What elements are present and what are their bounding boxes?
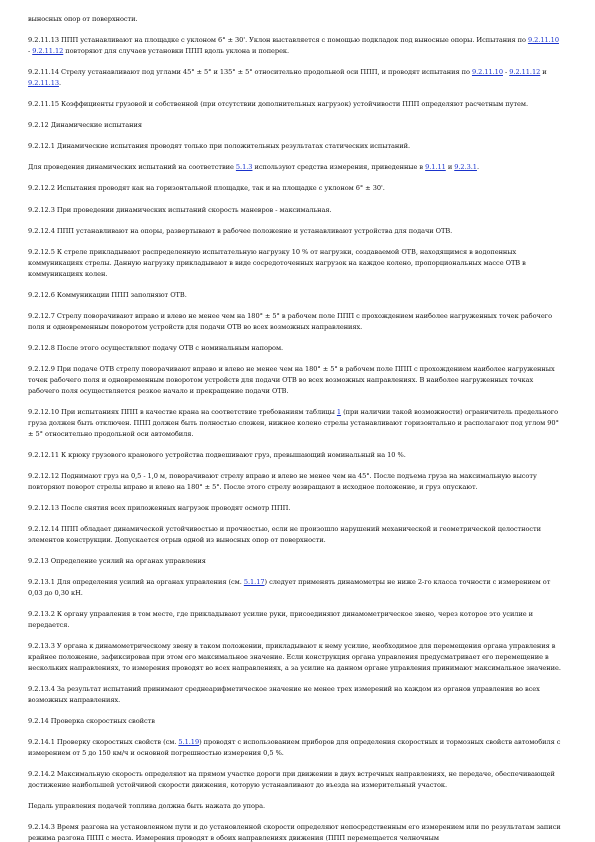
paragraph-text: 9.2.13.1 Для определения усилий на органах управления (см. [28,577,244,586]
paragraph-p-9-2-12-11 [28,450,563,461]
paragraph-p-9-2-12-12 [28,471,563,493]
paragraph-text: 9.2.12 Динамические испытания [28,121,142,130]
paragraph-p-9-2-12-10 [28,407,563,440]
paragraph-text: и [445,163,455,172]
paragraph-text: 9.2.14.1 Проверку скоростных свойств (см. [28,737,179,746]
section-heading-h-9-2-13 [28,556,563,567]
paragraph-text: 9.2.14.3 Время разгона на установленном пути и до установленной скорости определяют непосредственным его измерением или по результатам записи режима разгона ППП с места. Измерения проводят в обоих направлениях движения (ППП перемещается челночным [28,823,561,842]
paragraph-p-9-2-11-13 [28,35,563,57]
paragraph-text: 9.2.13.3 У органа к динамометрическому звену в таком положении, прикладывают к нему усилие, необходимое для перемещения органа управления в крайнее положение, зафиксировав при этом его максимальное значение. Если конструкция органа управления предусматривает его перемещение в нескольких направлениях, то измерения проводят во всех направлениях, а за усилие на данном органе управления принимают максимальное значение. [28,641,561,672]
paragraph-p-9-2-14-3 [28,822,563,842]
paragraph-text: ) следует применять динамометры не ниже 2-го класса точности с измерением от 0,03 до 0,30 кН. [28,577,551,597]
paragraph-text: 9.2.13 Определение усилий на органах управления [28,556,206,565]
paragraph-p-cont-opor [28,14,563,25]
paragraph-text: 9.2.11.14 Стрелу устанавливают под углами 45° ± 5° и 135° ± 5° относительно продольной оси ППП, и проводят испытания по [28,68,472,77]
paragraph-text: выносных опор от поверхности. [28,15,138,23]
paragraph-p-9-2-13-4 [28,684,563,706]
paragraph-p-9-2-12-8 [28,343,563,354]
cross-reference-link[interactable]: 9.2.11.10 [471,68,503,77]
paragraph-text: 9.2.12.1 Динамические испытания проводят только при положительных результатах статических испытаний. [28,142,411,151]
paragraph-text: 9.2.12.5 К стреле прикладывают распределенную испытательную нагрузку 10 % от нагрузки, создаваемой ОТВ, находящимся в водопенных коммуникациях стрелы. Данную нагрузку прикладывают в виде сосредоточенных нагрузок на каждое колено, пропорциональных массе ОТВ в коммуникациях колен. [28,247,526,278]
paragraph-p-9-2-14-1 [28,737,563,759]
paragraph-text: и [540,68,547,77]
section-heading-h-9-2-14 [28,716,563,727]
paragraph-text: 9.2.12.8 После этого осуществляют подачу ОТВ с номинальным напором. [28,343,284,352]
paragraph-text: 9.2.12.7 Стрелу поворачивают вправо и влево не менее чем на 180° ± 5° в рабочем поле ППП с прохождением наиболее нагруженных точек рабочего поля и одновременным поворотом устройств для подачи ОТВ во всех возможных направлениях. [28,311,553,331]
cross-reference-link[interactable]: 5.1.17 [243,577,265,586]
paragraph-text: 9.2.12.10 При испытаниях ППП в качестве крана на соответствие требованиям таблицы [28,407,337,416]
paragraph-p-9-2-12-4 [28,226,563,237]
paragraph-text: . [476,163,479,172]
cross-reference-link[interactable]: 5.1.3 [235,163,253,172]
paragraph-p-9-2-12-7 [28,311,563,333]
paragraph-text: 9.2.12.14 ППП обладает динамической устойчивостью и прочностью, если не произошло нарушений механической и геометрической целостности элементов конструкции. Допускается отрыв одной из выносных опор от поверхности. [28,524,541,544]
paragraph-text: 9.2.12.2 Испытания проводят как на горизонтальной площадке, так и на площадке с уклоном 6° ± 30'. [28,184,385,193]
paragraph-p-9-2-12-1 [28,141,563,152]
paragraph-text: 9.2.14.2 Максимальную скорость определяют на прямом участке дороги при движении в двух встречных направлениях, не передаче, обеспечивающей достижение наибольшей устойчивой скорости движения, которую устанавливают до въезда на измерительный участок. [28,769,555,789]
paragraph-p-9-2-11-15 [28,99,563,110]
paragraph-text: Для проведения динамических испытаний на соответствие [28,163,236,172]
paragraph-text: 9.2.13.2 К органу управления в том месте, где прикладывают усилие руки, присоединяют динамометрическое звено, через которое это усилие и передается. [28,609,534,629]
paragraph-p-9-2-12-1b [28,162,563,173]
paragraph-text: 9.2.12.3 При проведении динамических испытаний скорость маневров - максимальная. [28,205,332,214]
cross-reference-link[interactable]: 9.2.3.1 [454,163,477,172]
cross-reference-link[interactable]: 9.2.11.12 [32,47,64,55]
paragraph-text: - [28,47,33,55]
paragraph-text: 9.2.13.4 За результат испытаний принимают среднеарифметическое значение не менее трех измерений на каждом из органов управления во всех возможных направлениях. [28,684,540,704]
paragraph-text: - [502,68,510,77]
cross-reference-link[interactable]: 1 [336,407,342,416]
paragraph-p-9-2-14-2b [28,801,563,812]
paragraph-p-9-2-12-3 [28,205,563,216]
cross-reference-link[interactable]: 9.2.11.12 [509,68,541,77]
paragraph-p-9-2-12-9 [28,364,563,397]
paragraph-p-9-2-12-5 [28,247,563,280]
paragraph-text: . [59,79,62,87]
paragraph-text: используют средства измерения, приведенные в [252,163,426,172]
paragraph-text: 9.2.12.11 К крюку грузового кранового устройства подвешивают груз, превышающий номинальный на 10 %. [28,450,406,459]
paragraph-text: Педаль управления подачей топлива должна быть нажата до упора. [28,801,266,810]
paragraph-text: 9.2.12.6 Коммуникации ППП заполняют ОТВ. [28,290,187,299]
cross-reference-link[interactable]: 5.1.19 [178,737,200,746]
paragraph-p-9-2-13-3 [28,641,563,674]
paragraph-p-9-2-12-6 [28,290,563,301]
paragraph-text: (при наличии такой возможности) ограничитель предельного груза должен быть отключен. ППП должен быть полностью сложен, нижнее колено стрелы устанавливают горизонтально и располагают под углом 90° ± 5° относительно продольной оси автомобиля. [28,407,559,438]
paragraph-p-9-2-13-1 [28,577,563,599]
cross-reference-link[interactable]: 9.2.11.13 [28,79,60,87]
paragraph-text: 9.2.12.4 ППП устанавливают на опоры, развертывают в рабочее положение и устанавливают устройства для подачи ОТВ. [28,226,453,235]
paragraph-text: ) проводят с использованием приборов для определения скоростных и тормозных свойств автомобиля с измерением от 5 до 150 км/ч и основной погрешностью измерения 0,5 %. [28,737,561,757]
paragraph-p-9-2-12-2 [28,183,563,194]
paragraph-p-9-2-14-2 [28,769,563,791]
paragraph-p-9-2-13-2 [28,609,563,631]
paragraph-p-9-2-12-13 [28,503,563,514]
paragraph-text: 9.2.12.12 Поднимают груз на 0,5 - 1,0 м, поворачивают стрелу вправо и влево не менее чем на 45°. После подъема груза на максимальную высоту повторяют поворот стрелы вправо и влево на 180° ± 5°. После этого стрелу возвращают в исходное положение, и груз опускают. [28,471,537,491]
cross-reference-link[interactable]: 9.1.11 [425,163,446,172]
cross-reference-link[interactable]: 9.2.11.10 [527,36,559,45]
paragraph-text: 9.2.12.9 При подаче ОТВ стрелу поворачивают вправо и влево не менее чем на 180° ± 5° в рабочем поле ППП с прохождением наиболее нагруженных точек рабочего поля и одновременным поворотом устройств для подачи ОТВ во всех возможных направлениях. В наиболее нагруженных точках рабочего поля осуществляется резкое начало и прекращение подачи ОТВ. [28,364,555,395]
paragraph-p-9-2-12-14 [28,524,563,546]
paragraph-text: 9.2.11.15 Коэффициенты грузовой и собственной (при отсутствии дополнительных нагрузок) устойчивости ППП определяют расчетным путем. [28,100,529,109]
paragraph-p-9-2-11-14 [28,67,563,89]
paragraph-text: 9.2.12.13 После снятия всех приложенных нагрузок проводят осмотр ППП. [28,503,291,512]
paragraph-text: повторяют для случаев установки ППП вдоль уклона и поперек. [63,47,290,55]
paragraph-text: 9.2.11.13 ППП устанавливают на площадке с уклоном 6° ± 30'. Уклон выставляется с помощью подкладок под выносные опоры. Испытания по [28,36,528,45]
paragraph-text: 9.2.14 Проверка скоростных свойств [28,716,155,725]
section-heading-h-9-2-12 [28,120,563,131]
